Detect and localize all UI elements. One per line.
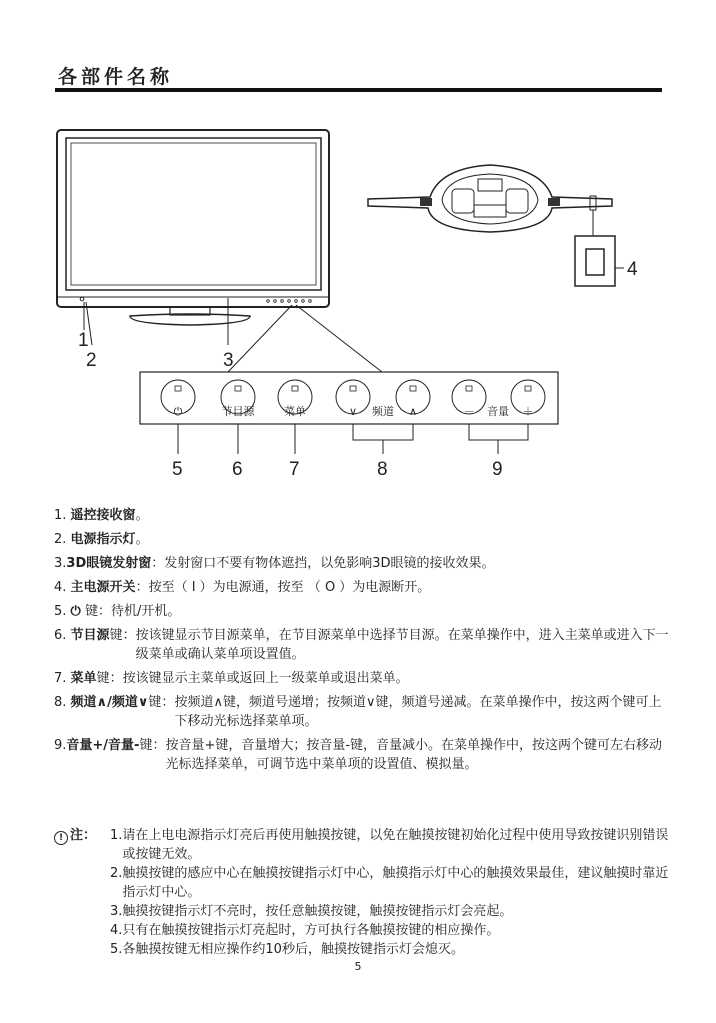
tv-top-view xyxy=(368,165,624,286)
note-item: 4. 只有在触摸按键指示灯亮起时，方可执行各触摸按键的相应操作。 xyxy=(110,923,500,938)
list-item: 3.3D眼镜发射窗： 发射窗口不要有物体遮挡，以免影响3D眼镜的接收效果。 xyxy=(54,556,495,571)
note-label: 注： xyxy=(70,828,97,843)
power-button-icon: ⏻ xyxy=(173,405,183,418)
power-icon: ⏻ xyxy=(70,604,81,619)
channel-label: 频道 xyxy=(372,405,394,418)
tv-parts-figure xyxy=(0,100,716,490)
title-rule xyxy=(55,88,662,92)
channel-down-icon: ∨ xyxy=(348,405,358,418)
list-item: 9.音量+/音量-键： 按音量+键，音量增大；按音量-键，音量减小。在菜单操作中，按这两个键可左右移动光标选择菜单，可调节选中菜单项的设置值、模拟量。 xyxy=(54,738,663,772)
list-item: 4. 主电源开关： 按至（ I ）为电源通，按至 （ O ）为电源断开。 xyxy=(54,580,431,595)
tv-front xyxy=(57,130,382,372)
callout-8: 8 xyxy=(377,459,388,480)
list-item: 8. 频道∧/频道∨键： 按频道∧键，频道号递增；按频道∨键，频道号递减。在菜单操作中，按这两个键可上下移动光标选择菜单项。 xyxy=(54,695,662,729)
menu-button-label: 菜单 xyxy=(284,405,306,418)
list-item: 6. 节目源键： 按该键显示节目源菜单，在节目源菜单中选择节目源。在菜单操作中，进入主菜单或进入下一级菜单或确认菜单项设置值。 xyxy=(54,628,669,662)
callout-9: 9 xyxy=(492,459,503,480)
callout-5: 5 xyxy=(172,459,183,480)
volume-up-icon: ＋ xyxy=(522,405,534,418)
callout-2: 2 xyxy=(86,350,97,371)
callout-1: 1 xyxy=(78,330,89,351)
channel-up-icon: ∧ xyxy=(408,405,418,418)
list-item: 1. 遥控接收窗 。 xyxy=(54,508,149,523)
volume-label: 音量 xyxy=(487,405,509,418)
list-item: 7. 菜单键： 按该键显示主菜单或返回上一级菜单或退出菜单。 xyxy=(54,671,409,686)
parts-description-list xyxy=(54,506,674,779)
list-item: 5. ⏻ 键： 待机/开机。 xyxy=(54,604,181,619)
note-item: 2. 触摸按键的感应中心在触摸按键指示灯中心，触摸指示灯中心的触摸效果最佳，建议触摸时靠近指示灯中心。 xyxy=(110,866,669,900)
callout-3: 3 xyxy=(223,350,234,371)
note-section xyxy=(54,826,674,959)
volume-down-icon: － xyxy=(463,405,475,418)
callout-7: 7 xyxy=(289,459,300,480)
note-item: 3. 触摸按键指示灯不亮时，按任意触摸按键，触摸按键指示灯会亮起。 xyxy=(110,904,513,919)
note-item: ! 注： 1. 请在上电电源指示灯亮后再使用触摸按键，以免在触摸按键初始化过程中使用导致按键识别错误或按键无效。 xyxy=(54,826,674,864)
list-item: 2. 电源指示灯 。 xyxy=(54,532,149,547)
callout-6: 6 xyxy=(232,459,243,480)
page-number: 5 xyxy=(354,960,362,973)
warning-icon: ! xyxy=(54,831,68,845)
callout-4: 4 xyxy=(627,259,638,280)
note-item: 5. 各触摸按键无相应操作约10秒后，触摸按键指示灯会熄灭。 xyxy=(110,942,464,957)
source-button-label: 节目源 xyxy=(221,405,255,418)
page-title: 各部件名称 xyxy=(58,66,174,88)
